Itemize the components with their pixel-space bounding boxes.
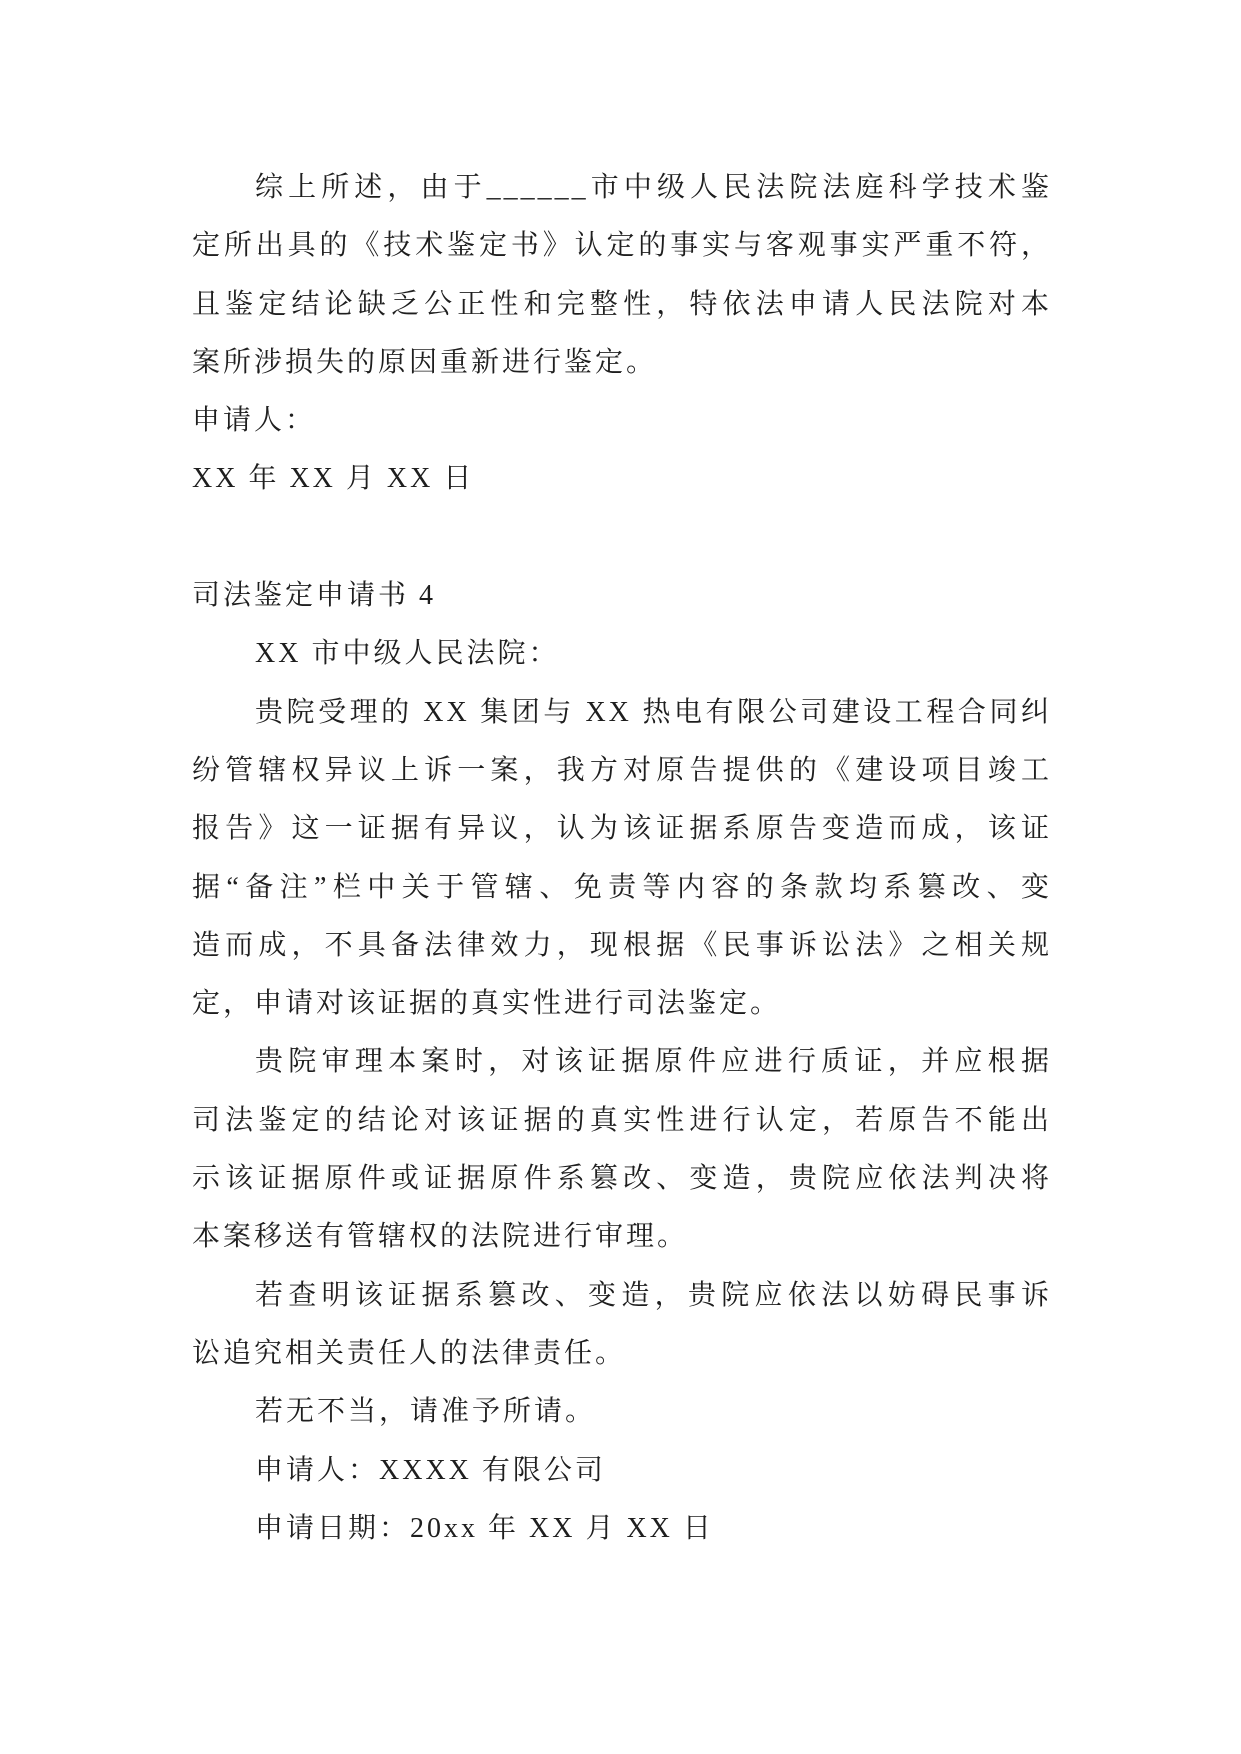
- paragraph-line: 本案移送有管辖权的法院进行审理。: [192, 1221, 689, 1253]
- paragraph-line: 综上所述，由于______市中级人民法院法庭科学技术鉴: [255, 172, 1052, 203]
- paragraph-line: 且鉴定结论缺乏公正性和完整性，特依法申请人民法院对本: [192, 288, 1052, 320]
- section-continuation: [192, 159, 1052, 509]
- paragraph-line: 司法鉴定的结论对该证据的真实性进行认定，若原告不能出: [192, 1104, 1052, 1136]
- paragraph-line: 定所出具的《技术鉴定书》认定的事实与客观事实严重不符，: [192, 230, 1052, 262]
- paragraph-line: 贵院受理的 XX 集团与 XX 热电有限公司建设工程合同纠: [255, 696, 1052, 728]
- paragraph-line: 贵院审理本案时，对该证据原件应进行质证，并应根据: [255, 1046, 1052, 1078]
- applicant-signature: 申请人：XXXX 有限公司: [255, 1454, 606, 1486]
- addressee: XX 市中级人民法院：: [255, 638, 560, 670]
- conclusion-paragraph: [192, 159, 1052, 392]
- body-paragraph-3: [192, 1267, 1052, 1384]
- paragraph-line: 造而成，不具备法律效力，现根据《民事诉讼法》之相关规: [192, 929, 1052, 961]
- document-content: [192, 159, 1052, 1558]
- blank-line: [192, 509, 1052, 567]
- paragraph-line: 纷管辖权异议上诉一案，我方对原告提供的《建设项目竣工: [192, 754, 1052, 786]
- paragraph-line: 若查明该证据系篡改、变造，贵院应依法以妨碍民事诉: [255, 1279, 1052, 1311]
- paragraph-line: 案所涉损失的原因重新进行鉴定。: [192, 346, 658, 378]
- paragraph-line: 据“备注”栏中关于管辖、免责等内容的条款均系篡改、变: [192, 871, 1052, 903]
- closing-line: 若无不当，请准予所请。: [255, 1396, 597, 1428]
- application-date: 申请日期：20xx 年 XX 月 XX 日: [255, 1512, 714, 1544]
- paragraph-line: 讼追究相关责任人的法律责任。: [192, 1337, 627, 1369]
- section-title: 司法鉴定申请书 4: [192, 580, 437, 612]
- date-line: XX 年 XX 月 XX 日: [192, 463, 475, 495]
- paragraph-line: 定，申请对该证据的真实性进行司法鉴定。: [192, 988, 782, 1020]
- body-paragraph-1: [192, 684, 1052, 1034]
- body-paragraph-2: [192, 1033, 1052, 1266]
- applicant-label: 申请人：: [192, 405, 317, 437]
- paragraph-line: 报告》这一证据有异议，认为该证据系原告变造而成，该证: [192, 813, 1052, 845]
- paragraph-line: 示该证据原件或证据原件系篡改、变造，贵院应依法判决将: [192, 1163, 1052, 1195]
- section-4: [192, 567, 1052, 1558]
